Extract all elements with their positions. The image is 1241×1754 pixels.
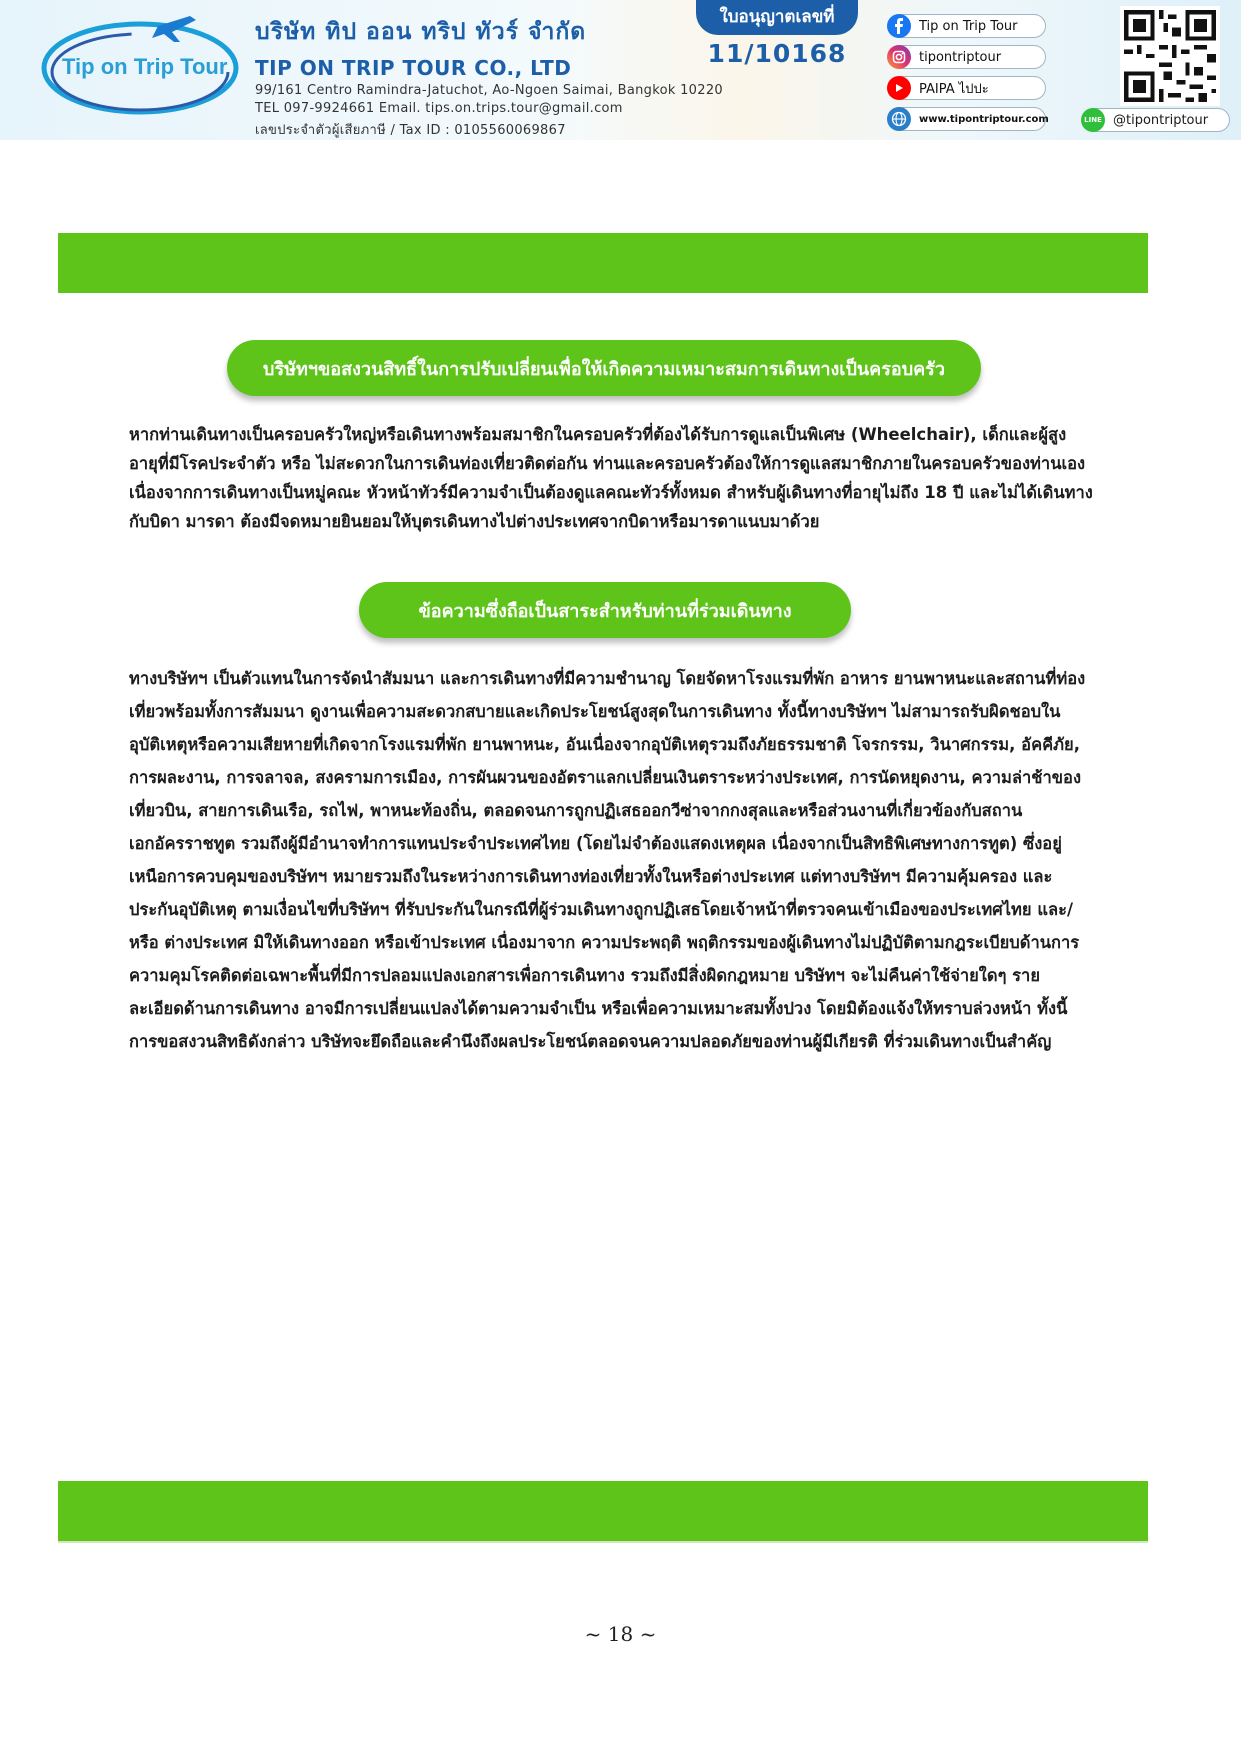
company-info bbox=[255, 14, 723, 140]
youtube-label: PAIPA ไปปะ bbox=[919, 81, 989, 97]
company-address: 99/161 Centro Ramindra-Jatuchot, Ao-Ngoen Saimai, Bangkok 10220 bbox=[255, 83, 723, 98]
line-label: @tipontriptour bbox=[1113, 112, 1209, 128]
company-contact: TEL 097-9924661 Email. tips.on.trips.tour@gmail.com bbox=[255, 101, 623, 116]
paragraph-important-notes: ทางบริษัทฯ เป็นตัวแทนในการจัดนำสัมมนา และการเดินทางที่มีความชำนาญ โดยจัดหาโรงแรมที่พัก อาหาร ยานพาหนะและสถานที่ท่องเที่ยวพร้อมทั้งการสัมมนา ดูงานเพื่อความสะดวกสบายและเกิดประโยชน์สูงสุดในการเดินทาง ทั้งนี้ทางบริษัทฯ ไม่สามารถรับผิดชอบในอุบัติเหตุหรือความเสียหายที่เกิดจากโรงแรมที่พัก ยานพาหนะ, อันเนื่องจากอุบัติเหตุรวมถึงภัยธรรมชาติ โจรกรรม, วินาศกรรม, อัคคีภัย, การผละงาน, การจลาจล, สงครามการเมือง, การผันผวนของอัตราแลกเปลี่ยนเงินตราระหว่างประเทศ, การนัดหยุดงาน, ความล่าช้าของเที่ยวบิน, สายการเดินเรือ, รถไฟ, พาหนะท้องถิ่น, ตลอดจนการถูกปฏิเสธออกวีซ่าจากกงสุลและหรือส่วนงานที่เกี่ยวข้องกับสถานเอกอัครราชทูต รวมถึงผู้มีอำนาจทำการแทนประจำประเทศไทย (โดยไม่จำต้องแสดงเหตุผล เนื่องจากเป็นสิทธิพิเศษทางการทูต) ซึ่งอยู่เหนือการควบคุมของบริษัทฯ หมายรวมถึงในระหว่างการเดินทางท่องเที่ยวทั้งในหรือต่างประเทศ แต่ทางบริษัทฯ มีความคุ้มครอง และประกันอุบัติเหตุ ตามเงื่อนไขที่บริษัทฯ ที่รับประกันในกรณีที่ผู้ร่วมเดินทางถูกปฏิเสธโดยเจ้าหน้าที่ตรวจคนเข้าเมืองของประเทศไทย และ/หรือ ต่างประเทศ มิให้เดินทางออก หรือเข้าประเทศ เนื่องมาจาก ความประพฤติ พฤติกรรมของผู้เดินทางไม่ปฏิบัติตามกฎระเบียบด้านการความคุมโรคติดต่อเฉพาะพื้นที่มีการปลอมแปลงเอกสารเพื่อการเดินทาง รวมถึงมีสิ่งผิดกฎหมาย บริษัทฯ จะไม่คืนค่าใช้จ่ายใดๆ รายละเอียดด้านการเดินทาง อาจมีการเปลี่ยนแปลงได้ตามความจำเป็น หรือเพื่อความเหมาะสมทั้งปวง โดยมิต้องแจ้งให้ทราบล่วงหน้า ทั้งนี้การขอสงวนสิทธิดังกล่าว บริษัทจะยึดถือและคำนึงถึงผลประโยชน์ตลอดจนความปลอดภัยของท่านผู้มีเกียรติ ที่ร่วมเดินทางเป็นสำคัญ bbox=[129, 669, 1086, 1051]
company-tax-id: เลขประจำตัวผู้เสียภาษี / Tax ID : 0105560069867 bbox=[255, 123, 566, 138]
section-heading-family-travel: บริษัทฯขอสงวนสิทธิ์ในการปรับเปลี่ยนเพื่อให้เกิดความเหมาะสมการเดินทางเป็นครอบครัว bbox=[227, 340, 981, 396]
website-link[interactable] bbox=[888, 107, 1049, 131]
facebook-label: Tip on Trip Tour bbox=[919, 18, 1018, 34]
social-links bbox=[888, 14, 1049, 138]
logo-text: Tip on Trip Tour bbox=[62, 54, 228, 79]
company-logo bbox=[40, 8, 240, 128]
line-link[interactable] bbox=[1082, 108, 1230, 132]
facebook-link[interactable] bbox=[888, 14, 1046, 38]
company-name-thai: บริษัท ทิป ออน ทริป ทัวร์ จำกัด bbox=[255, 19, 587, 45]
website-label: www.tipontriptour.com bbox=[919, 113, 1049, 125]
bottom-green-banner bbox=[58, 1481, 1148, 1543]
youtube-link[interactable] bbox=[888, 76, 1046, 100]
youtube-icon bbox=[887, 76, 911, 100]
license-block bbox=[696, 0, 858, 68]
company-name-english: TIP ON TRIP TOUR CO., LTD bbox=[255, 56, 572, 80]
instagram-label: tipontriptour bbox=[919, 49, 1002, 65]
top-green-banner bbox=[58, 233, 1148, 293]
page-number: ~ 18 ~ bbox=[584, 1622, 657, 1646]
license-label: ใบอนุญาตเลขที่ bbox=[696, 0, 858, 35]
facebook-icon bbox=[887, 14, 911, 38]
paragraph-family-travel: หากท่านเดินทางเป็นครอบครัวใหญ่หรือเดินทางพร้อมสมาชิกในครอบครัวที่ต้องได้รับการดูแลเป็นพิเศษ (Wheelchair), เด็กและผู้สูงอายุที่มีโรคประจำตัว หรือ ไม่สะดวกในการเดินท่องเที่ยวติดต่อกัน ท่านและครอบครัวต้องให้การดูแลสมาชิกภายในครอบครัวของท่านเอง เนื่องจากการเดินทางเป็นหมู่คณะ หัวหน้าทัวร์มีความจำเป็นต้องดูแลคณะทัวร์ทั้งหมด สำหรับผู้เดินทางที่อายุไม่ถึง 18 ปี และไม่ได้เดินทางกับบิดา มารดา ต้องมีจดหมายยินยอมให้บุตรเดินทางไปต่างประเทศจากบิดาหรือมารดาแนบมาด้วย bbox=[129, 425, 1093, 531]
page-header bbox=[0, 0, 1241, 140]
line-icon: LINE bbox=[1081, 108, 1105, 132]
license-number: 11/10168 bbox=[707, 39, 847, 68]
qr-code[interactable] bbox=[1120, 6, 1220, 106]
section-heading-important-notes: ข้อความซึ่งถือเป็นสาระสำหรับท่านที่ร่วมเดินทาง bbox=[359, 582, 851, 638]
globe-icon bbox=[887, 107, 911, 131]
instagram-icon bbox=[887, 45, 911, 69]
instagram-link[interactable] bbox=[888, 45, 1046, 69]
